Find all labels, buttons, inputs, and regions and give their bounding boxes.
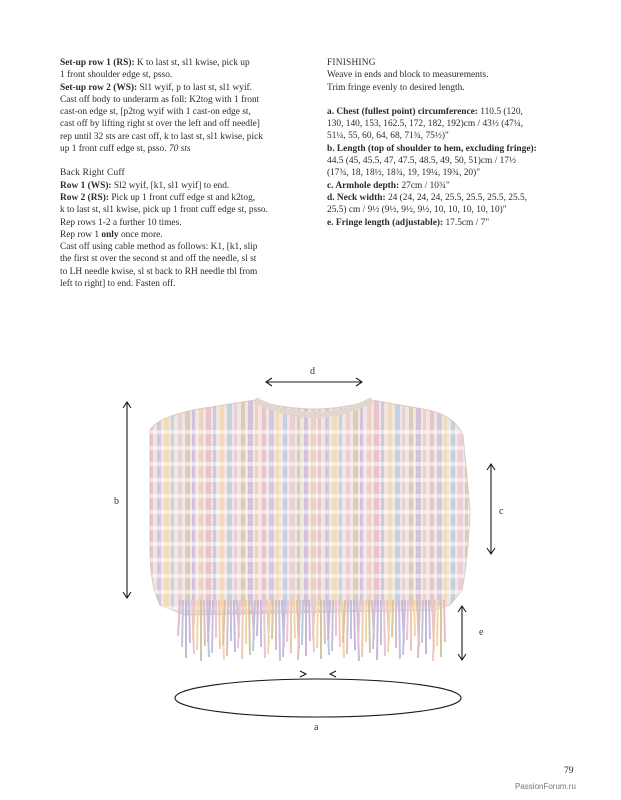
weave-stripe — [206, 395, 211, 620]
setup-row2-line: rep until 32 sts are cast off, k to last st, sl1 kwise, pick — [60, 131, 263, 142]
fringe-strand — [437, 600, 438, 646]
weave-band — [148, 446, 473, 450]
measurement-a-line: 51¼, 55, 60, 64, 68, 71¾, 75½)" — [327, 131, 449, 142]
row1: Row 1 (WS): Sl2 wyif, [k1, sl1 wyif] to end. — [60, 180, 230, 191]
weave-stripe — [276, 395, 279, 620]
fringe-strand — [377, 600, 378, 660]
fringe-strand — [347, 600, 348, 654]
setup-row2: Set-up row 2 (WS): Sl1 wyif, p to last st, sl1 wyif. — [60, 82, 253, 93]
weave-stripe — [437, 395, 442, 620]
measurement-b-label: b. Length (top of shoulder to hem, excluding fringe): — [327, 143, 537, 154]
weave-stripe — [171, 395, 174, 620]
finishing-heading: FINISHING — [327, 58, 376, 68]
measurement-c: c. Armhole depth: 27cm / 10¾" — [327, 180, 450, 191]
weave-band — [148, 510, 473, 514]
back-right-cuff-heading: Back Right Cuff — [60, 168, 125, 179]
measurement-b-line: (17¾, 18, 18½, 18¾, 19, 19¼, 19¾, 20)" — [327, 168, 481, 179]
weave-stripe — [269, 395, 274, 620]
weave-stripe — [346, 395, 350, 620]
setup-row1-line2: 1 front shoulder edge st, psso. — [60, 70, 173, 81]
weave-stripe — [164, 395, 169, 620]
weave-stripe — [423, 395, 426, 620]
weave-stripe — [367, 395, 371, 620]
fringe-strand — [422, 600, 423, 643]
weave-stripe — [157, 395, 161, 620]
arrowhead — [300, 671, 306, 677]
cast-off-line: the first st over the second st and off the needle, sl st — [60, 254, 257, 265]
weave-stripe — [255, 395, 258, 620]
fringe-strand — [392, 600, 393, 637]
label-d: d — [310, 366, 315, 377]
setup-row1: Set-up row 1 (RS): K to last st, sl1 kwise, pick up — [60, 58, 250, 68]
stitch-count: 70 sts — [168, 144, 191, 155]
row2: Row 2 (RS): Pick up 1 front cuff edge st and k2tog, — [60, 192, 256, 203]
weave-stripe — [374, 395, 379, 620]
sweater-body — [148, 395, 473, 620]
weave-stripe — [388, 395, 392, 620]
weave-band — [148, 542, 473, 546]
fringe-strand — [182, 600, 183, 647]
fringe-strand — [384, 600, 385, 656]
weave-stripe — [241, 395, 245, 620]
label-e: e — [479, 627, 484, 638]
weave-stripe — [416, 395, 421, 620]
repeat-instruction: Rep rows 1-2 a further 10 times. — [60, 217, 182, 228]
label-a: a — [314, 722, 319, 733]
fringe-strand — [287, 600, 288, 642]
weave-stripe — [451, 395, 455, 620]
weave-stripe — [325, 395, 329, 620]
weave-stripe — [304, 395, 308, 620]
weave-stripe — [360, 395, 363, 620]
measurement-d-line: 25.5) cm / 9½ (9½, 9½, 9½, 10, 10, 10, 10, 10)" — [327, 205, 507, 216]
fringe-strand — [189, 600, 190, 643]
fringe-strand — [242, 600, 243, 659]
weave-stripe — [283, 395, 287, 620]
finishing-line: Weave in ends and block to measurements. — [327, 70, 489, 81]
weave-stripe — [311, 395, 316, 620]
weave-stripe — [192, 395, 195, 620]
fringe-strand — [362, 600, 363, 657]
setup-row2-line: cast off by lifting right st over the left and off needle] — [60, 119, 260, 130]
weave-stripe — [185, 395, 190, 620]
cast-off-line: left to right] to end. Fasten off. — [60, 279, 176, 290]
weave-stripe — [465, 395, 468, 620]
fringe-strand — [219, 600, 220, 649]
weave-stripe — [213, 395, 216, 620]
weave-stripe — [402, 395, 405, 620]
fringe-strand — [429, 600, 430, 639]
fringe-strand — [324, 600, 325, 644]
weave-stripe — [199, 395, 203, 620]
cast-off-line: Cast off using cable method as follows: K1, [k1, slip — [60, 242, 258, 253]
fringe-strand — [302, 600, 303, 645]
weave-stripe — [290, 395, 295, 620]
fringe-strand — [272, 600, 273, 639]
garment-illustration — [0, 360, 621, 750]
weave-stripe — [262, 395, 266, 620]
weave-stripe — [248, 395, 253, 620]
measurement-e: e. Fringe length (adjustable): 17.5cm / 7" — [327, 217, 490, 228]
setup-row2-last-line: up 1 front cuff edge st, psso. 70 sts — [60, 144, 191, 155]
fringe-strand — [249, 600, 250, 655]
chest-ellipse — [175, 679, 461, 717]
weave-stripe — [220, 395, 224, 620]
weave-stripe — [381, 395, 384, 620]
fringe-strand — [294, 600, 295, 638]
weave-stripe — [430, 395, 434, 620]
weave-band — [148, 462, 473, 466]
weave-stripe — [297, 395, 300, 620]
fringe-strand — [399, 600, 400, 659]
setup-row2-line: cast-on edge st, [p2tog wyif with 1 cast-on edge st, — [60, 107, 251, 118]
measurement-d: d. Neck width: 24 (24, 24, 24, 25.5, 25.5, 25.5, 25.5, — [327, 192, 528, 203]
weave-band — [148, 430, 473, 434]
weave-stripe — [395, 395, 400, 620]
rep-row-once: Rep row 1 only once more. — [60, 229, 163, 240]
weave-stripe — [409, 395, 413, 620]
right-column — [327, 57, 585, 229]
fringe-strand — [197, 600, 198, 650]
weave-stripe — [234, 395, 237, 620]
fringe-strand — [234, 600, 235, 652]
weave-band — [148, 590, 473, 594]
weave-band — [148, 494, 473, 498]
setup-row2-line: Cast off body to underarm as foll: K2tog with 1 front — [60, 94, 260, 105]
fringe-strand — [227, 600, 228, 656]
garment-diagram — [0, 360, 621, 750]
fringe-strand — [317, 600, 318, 648]
weave-stripe — [318, 395, 321, 620]
cast-off-line: to LH needle kwise, sl st back to RH needle tbl from — [60, 266, 258, 277]
measurement-b-line: 44.5 (45, 45.5, 47, 47.5, 48.5, 49, 50, 51)cm / 17½ — [327, 156, 517, 167]
weave-band — [148, 574, 473, 578]
arrowhead — [330, 671, 336, 677]
weave-band — [148, 606, 473, 610]
page-number: 79 — [564, 766, 574, 776]
weave-band — [148, 558, 473, 562]
label-b: b — [114, 496, 119, 507]
fringe-strand — [309, 600, 310, 641]
measurement-a: a. Chest (fullest point) circumference: 110.5 (120, — [327, 106, 523, 117]
weave-stripe — [444, 395, 447, 620]
weave-stripe — [353, 395, 358, 620]
finishing-line: Trim fringe evenly to desired length. — [327, 82, 465, 93]
weave-band — [148, 526, 473, 530]
left-column — [60, 57, 310, 290]
fringe-strand — [257, 600, 258, 636]
weave-band — [148, 478, 473, 482]
fringe-strand — [332, 600, 333, 651]
row2-line2: k to last st, sl1 kwise, pick up 1 front cuff edge st, psso. — [60, 205, 268, 216]
fringe-strand — [279, 600, 280, 661]
weave-stripe — [458, 395, 463, 620]
watermark: PassionForum.ru — [515, 782, 576, 791]
measurement-a-line: 130, 140, 153, 162.5, 172, 182, 192)cm / 43½ (47¼, — [327, 119, 524, 130]
weave-stripe — [332, 395, 337, 620]
weave-stripe — [339, 395, 342, 620]
fringe-strand — [407, 600, 408, 640]
fringe-strand — [354, 600, 355, 650]
weave-stripe — [178, 395, 182, 620]
label-c: c — [499, 506, 504, 517]
fringe-strand — [369, 600, 370, 653]
fringe-strand — [212, 600, 213, 653]
fringe-strand — [339, 600, 340, 647]
fringe-strand — [204, 600, 205, 646]
fringe-strand — [444, 600, 445, 642]
weave-stripe — [227, 395, 232, 620]
fringe-strand — [414, 600, 415, 636]
fringe-strand — [264, 600, 265, 658]
